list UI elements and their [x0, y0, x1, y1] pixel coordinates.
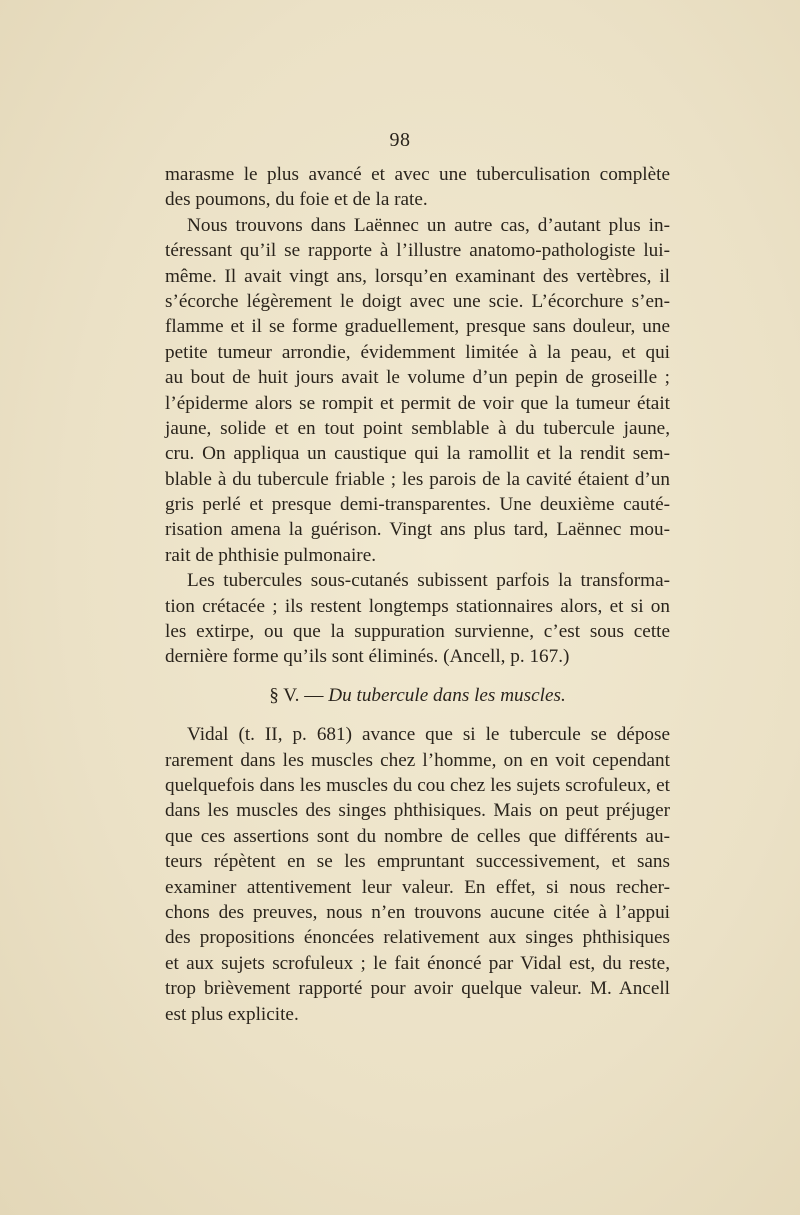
text-line: dans les muscles des singes phthisiques. Mais on peut préjuger: [165, 800, 670, 822]
text-line: des poumons, du foie et de la rate.: [165, 189, 428, 211]
text-line: rarement dans les muscles chez l’homme, on en voit cependant: [165, 749, 670, 771]
text-line: jaune, solide et en tout point semblable à du tubercule jaune,: [165, 417, 670, 439]
paragraph-3: [165, 568, 670, 670]
text-line: teurs répètent en se les empruntant successivement, et sans: [165, 851, 670, 873]
text-line: quelquefois dans les muscles du cou chez les sujets scrofuleux, et: [165, 774, 670, 796]
section-heading: [165, 683, 670, 708]
text-line: blable à du tubercule friable ; les parois de la cavité étaient d’un: [165, 468, 670, 490]
text-line: au bout de huit jours avait le volume d’un pepin de groseille ;: [165, 367, 670, 389]
page-number: 98: [389, 129, 411, 151]
text-line: l’épiderme alors se rompit et permit de voir que la tumeur était: [165, 392, 670, 414]
text-line: les extirpe, ou que la suppuration survienne, c’est sous cette: [165, 621, 670, 643]
text-line: marasme le plus avancé et avec une tuberculisation complète: [165, 164, 670, 185]
text-line: tion crétacée ; ils restent longtemps stationnaires alors, et si on: [165, 595, 670, 617]
text-line: trop brièvement rapporté pour avoir quelque valeur. M. Ancell: [165, 978, 670, 1000]
text-line: Les tubercules sous-cutanés subissent parfois la transforma-: [187, 570, 670, 592]
section-title: Du tubercule dans les muscles.: [328, 684, 566, 706]
text-line: cru. On appliqua un caustique qui la ramollit et la rendit sem-: [165, 443, 670, 465]
section-number: § V. —: [269, 684, 324, 706]
text-line: risation amena la guérison. Vingt ans plus tard, Laënnec mou-: [165, 519, 670, 541]
text-line: gris perlé et presque demi-transparentes. Une deuxième cauté-: [165, 494, 670, 516]
text-line: que ces assertions sont du nombre de celles que différents au-: [165, 825, 670, 847]
text-line: et aux sujets scrofuleux ; le fait énoncé par Vidal est, du reste,: [165, 952, 670, 974]
text-line: Vidal (t. II, p. 681) avance que si le tubercule se dépose: [187, 724, 670, 746]
text-line: chons des preuves, nous n’en trouvons aucune citée à l’appui: [165, 901, 670, 923]
text-line: flamme et il se forme graduellement, presque sans douleur, une: [165, 316, 670, 338]
text-line: petite tumeur arrondie, évidemment limitée à la peau, et qui: [165, 341, 670, 363]
paragraph-4: [165, 722, 670, 1027]
paragraph-2: [165, 213, 670, 568]
text-line: Nous trouvons dans Laënnec un autre cas, d’autant plus in-: [187, 214, 670, 236]
text-line: examiner attentivement leur valeur. En effet, si nous recher-: [165, 876, 670, 898]
text-line: des propositions énoncées relativement aux singes phthisiques: [165, 927, 670, 949]
text-line: est plus explicite.: [165, 1003, 299, 1025]
text-line: même. Il avait vingt ans, lorsqu’en examinant des vertèbres, il: [165, 265, 670, 287]
text-line: dernière forme qu’ils sont éliminés. (Ancell, p. 167.): [165, 646, 570, 668]
text-line: rait de phthisie pulmonaire.: [165, 544, 377, 566]
body-text: [165, 162, 670, 1027]
paragraph-1: [165, 162, 670, 213]
text-line: téressant qu’il se rapporte à l’illustre anatomo-pathologiste lui-: [165, 240, 670, 262]
text-line: s’écorche légèrement le doigt avec une scie. L’écorchure s’en-: [165, 290, 670, 312]
